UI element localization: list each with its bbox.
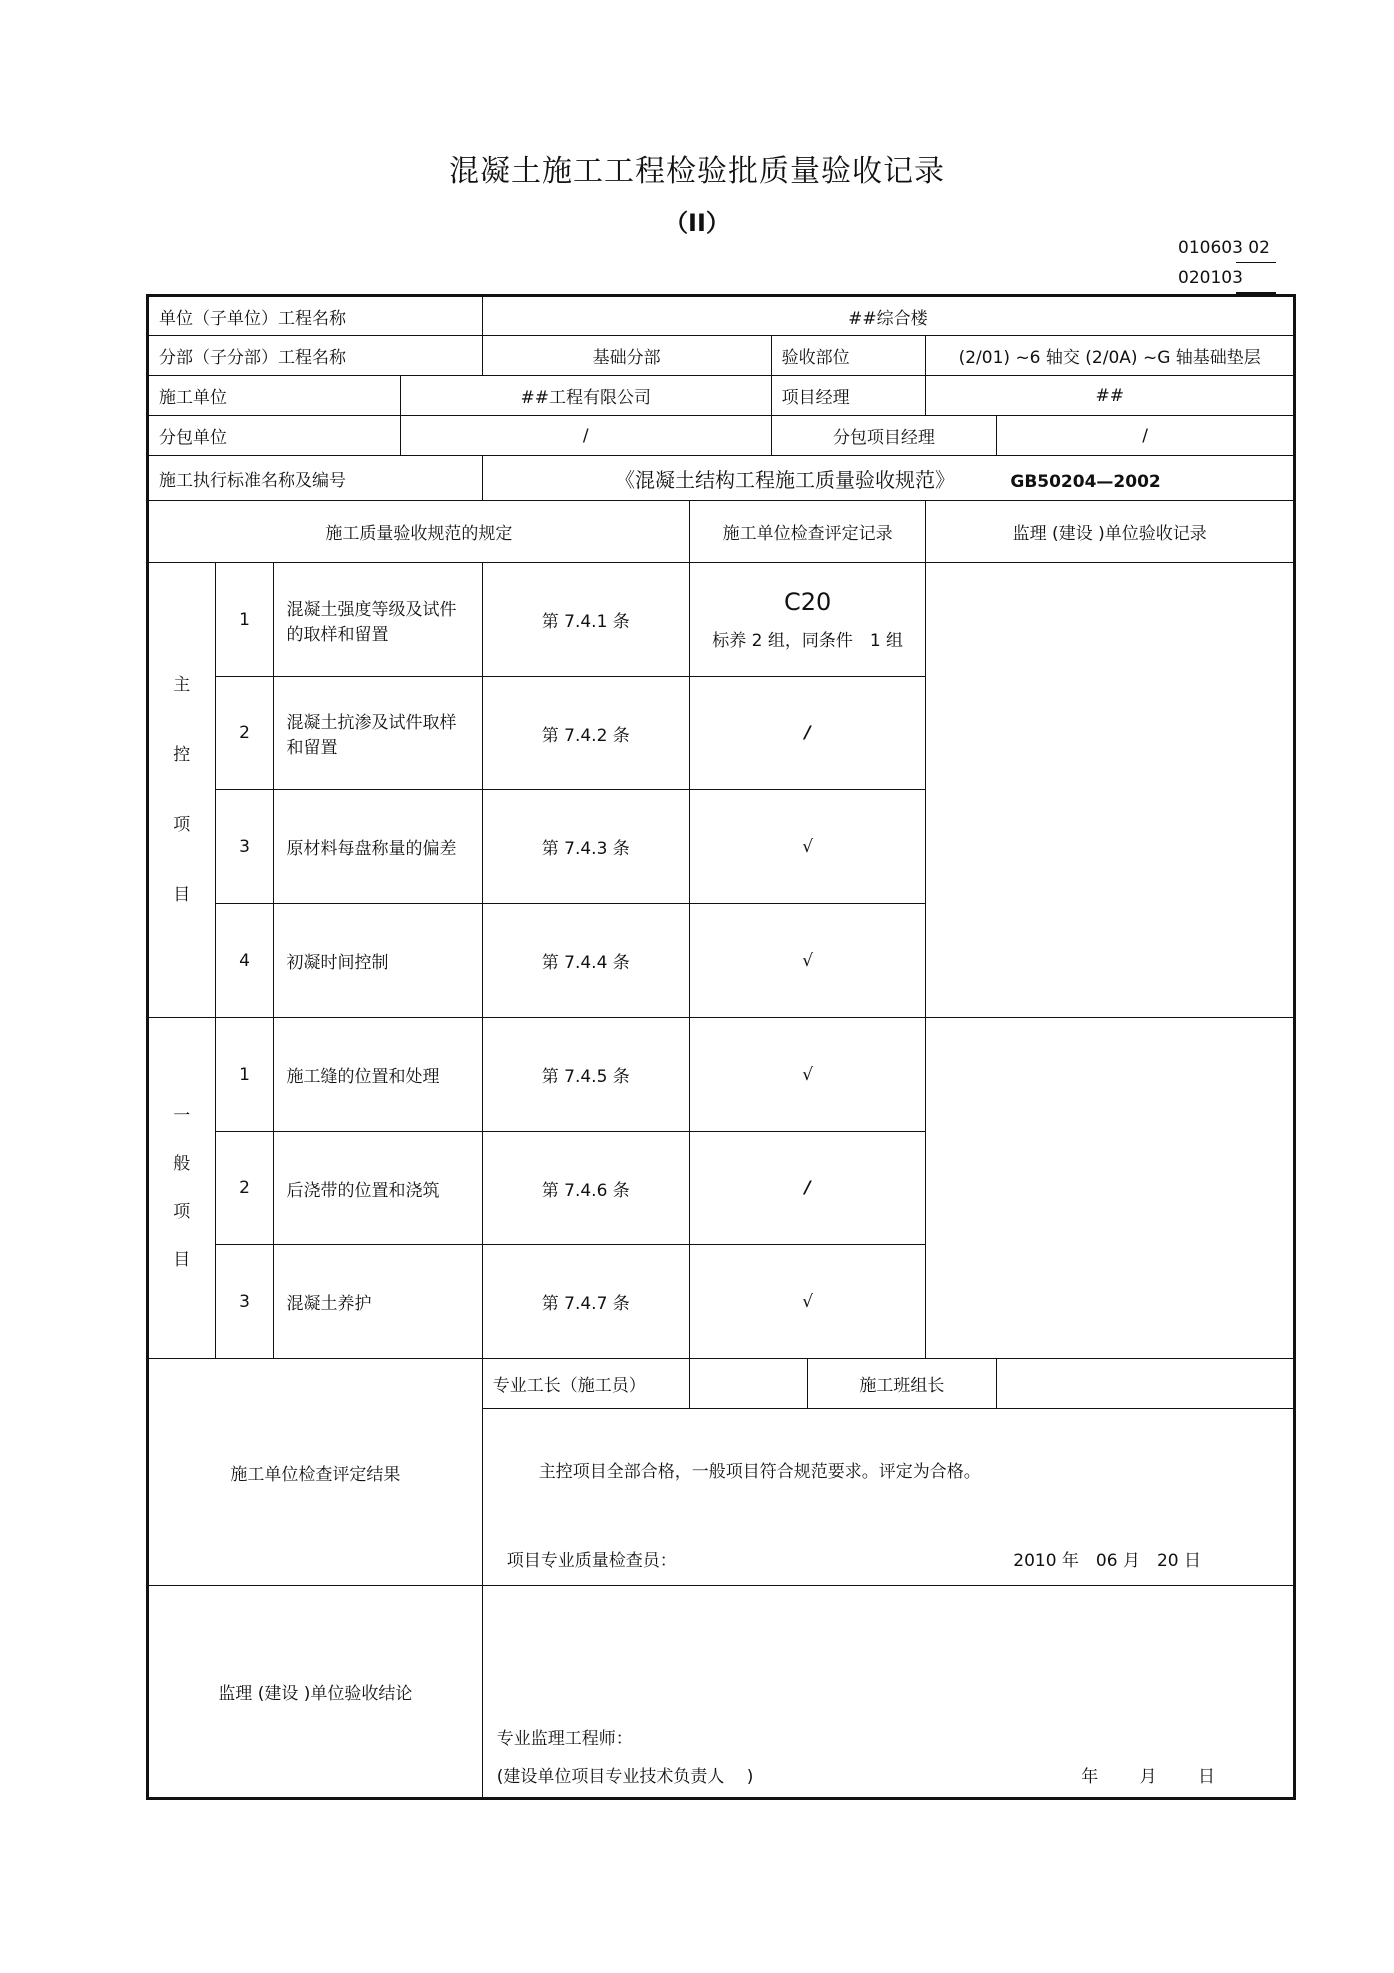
unit-value: ##综合楼 [482, 296, 1294, 336]
location-value: (2/01) ~6 轴交 (2/0A) ~G 轴基础垫层 [926, 336, 1295, 376]
inspector-label: 项目专业质量检查员： [506, 1551, 677, 1571]
result-grade: C20 [783, 588, 832, 616]
item-result: √ [689, 1018, 926, 1132]
item-number: 3 [215, 1245, 274, 1359]
item-clause: 第 7.4.3 条 [482, 790, 689, 904]
item-number: 3 [215, 790, 274, 904]
supervise-conclusion-label: 监理 (建设 )单位验收结论 [148, 1586, 483, 1799]
item-name: 混凝土强度等级及试件的取样和留置 [274, 563, 482, 677]
supervise-conclusion-cell [482, 1586, 1294, 1799]
item-number: 4 [215, 904, 274, 1018]
main-control-char: 主 [173, 675, 191, 695]
item-clause: 第 7.4.1 条 [482, 563, 689, 677]
result-detail: 标养 2 组，同条件 1 组 [712, 631, 904, 651]
inspection-date: 2010 年 06 月 20 日 [1013, 1551, 1201, 1571]
contractor-result-text: 主控项目全部合格，一般项目符合规范要求。评定为合格。 [538, 1462, 981, 1482]
header-supervise: 监理 (建设 )单位验收记录 [926, 501, 1295, 563]
header-check: 施工单位检查评定记录 [689, 501, 926, 563]
item-clause: 第 7.4.7 条 [482, 1245, 689, 1359]
subcontractor-value: / [400, 416, 771, 456]
form-code-1: 010603 02 [1178, 238, 1270, 258]
pm-value: ## [926, 376, 1295, 416]
standard-label: 施工执行标准名称及编号 [148, 456, 483, 501]
item-clause: 第 7.4.6 条 [482, 1132, 689, 1245]
document-subtitle: （II） [664, 209, 730, 237]
division-label: 分部（子分部）工程名称 [148, 336, 483, 376]
item-number: 1 [215, 1018, 274, 1132]
item-result: √ [689, 790, 926, 904]
contractor-value: ##工程有限公司 [400, 376, 771, 416]
standard-name: 《混凝土结构工程施工质量验收规范》 [614, 467, 955, 492]
item-clause: 第 7.4.5 条 [482, 1018, 689, 1132]
main-control-char: 目 [173, 885, 191, 905]
contractor-result-label: 施工单位检查评定结果 [148, 1359, 483, 1586]
owner-representative-label: (建设单位项目专业技术负责人 ) [496, 1767, 754, 1787]
item-result [689, 563, 926, 677]
main-control-label [148, 563, 216, 1018]
subcontractor-label: 分包单位 [148, 416, 401, 456]
item-name: 原材料每盘称量的偏差 [274, 790, 482, 904]
foreman-value [689, 1359, 807, 1409]
supervising-engineer-label: 专业监理工程师： [496, 1729, 633, 1749]
general-label [148, 1018, 216, 1359]
item-name: 后浇带的位置和浇筑 [274, 1132, 482, 1245]
item-number: 2 [215, 1132, 274, 1245]
header-spec: 施工质量验收规范的规定 [148, 501, 690, 563]
sub-pm-label: 分包项目经理 [771, 416, 997, 456]
item-number: 2 [215, 677, 274, 790]
standard-code: GB50204—2002 [1010, 471, 1161, 492]
division-value: 基础分部 [482, 336, 771, 376]
document-title: 混凝土施工工程检验批质量验收记录 [449, 154, 945, 189]
standard-value [482, 456, 1294, 501]
item-result: √ [689, 1245, 926, 1359]
main-control-char: 控 [173, 745, 191, 765]
unit-label: 单位（子单位）工程名称 [148, 296, 483, 336]
location-label: 验收部位 [771, 336, 926, 376]
item-name: 混凝土养护 [274, 1245, 482, 1359]
item-clause: 第 7.4.4 条 [482, 904, 689, 1018]
general-char: 一 [173, 1106, 191, 1126]
sub-pm-value: / [997, 416, 1295, 456]
item-result: √ [689, 904, 926, 1018]
general-char: 目 [173, 1250, 191, 1270]
contractor-result-cell [482, 1409, 1294, 1586]
team-leader-value [997, 1359, 1295, 1409]
item-name: 施工缝的位置和处理 [274, 1018, 482, 1132]
team-leader-label: 施工班组长 [807, 1359, 997, 1409]
item-name: 混凝土抗渗及试件取样和留置 [274, 677, 482, 790]
item-name: 初凝时间控制 [274, 904, 482, 1018]
general-char: 项 [173, 1202, 191, 1222]
general-supervise-cell [926, 1018, 1295, 1359]
inspection-form [146, 294, 1296, 1800]
item-result: / [689, 1132, 926, 1245]
foreman-label: 专业工长（施工员） [482, 1359, 689, 1409]
code-underline-1 [1236, 262, 1276, 263]
supervise-date: 年 月 日 [1081, 1767, 1215, 1787]
main-control-supervise-cell [926, 563, 1295, 1018]
form-code-2: 020103 [1178, 268, 1243, 288]
item-number: 1 [215, 563, 274, 677]
general-char: 般 [173, 1154, 191, 1174]
item-result: / [689, 677, 926, 790]
main-control-char: 项 [173, 815, 191, 835]
item-clause: 第 7.4.2 条 [482, 677, 689, 790]
contractor-label: 施工单位 [148, 376, 401, 416]
pm-label: 项目经理 [771, 376, 926, 416]
